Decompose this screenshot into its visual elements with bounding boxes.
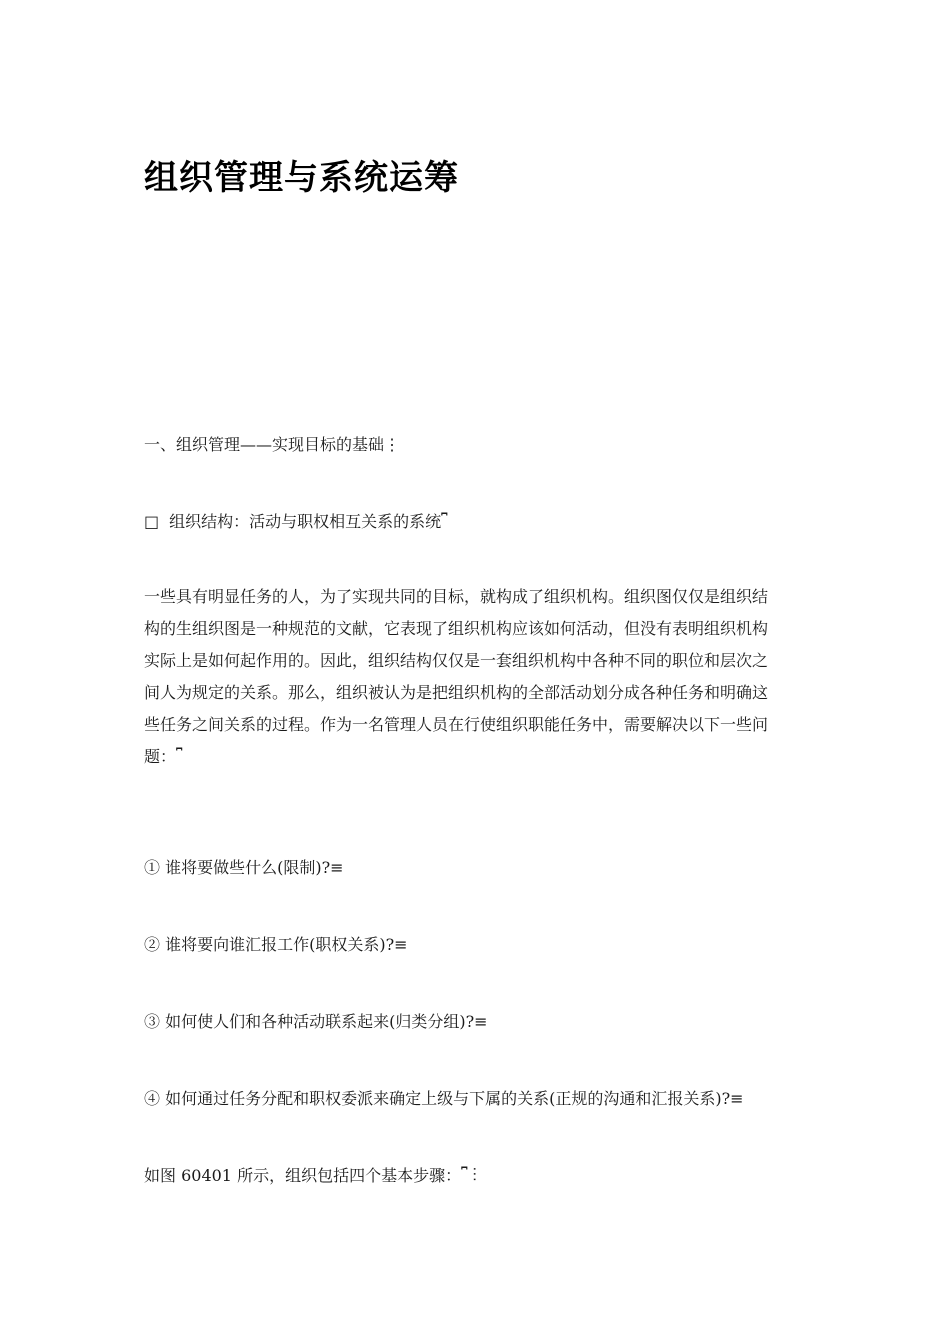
- document-title: 组织管理与系统运筹: [144, 158, 459, 198]
- paragraph-line: 些任务之间关系的过程。作为一名管理人员在行使组织职能任务中，需要解决以下一些问: [144, 715, 769, 734]
- question-item: ① 谁将要做些什么(限制)?≡: [144, 858, 344, 877]
- question-item: ② 谁将要向谁汇报工作(职权关系)?≡: [144, 935, 408, 954]
- question-item: ③ 如何使人们和各种活动联系起来(归类分组)?≡: [144, 1012, 488, 1031]
- question-item: ④ 如何通过任务分配和职权委派来确定上级与下属的关系(正规的沟通和汇报关系)?≡: [144, 1089, 744, 1108]
- checkbox-glyph: □: [144, 512, 160, 531]
- paragraph-line: 构的生组织图是一种规范的文献，它表现了组织机构应该如何活动，但没有表明组织机构: [144, 619, 769, 638]
- paragraph-line: 实际上是如何起作用的。因此，组织结构仅仅是一套组织机构中各种不同的职位和层次之: [144, 651, 769, 670]
- paragraph-line: 题：⎴: [144, 747, 183, 766]
- paragraph-line: 间人为规定的关系。那么，组织被认为是把组织机构的全部活动划分成各种任务和明确这: [144, 683, 769, 702]
- paragraph-line: 一些具有明显任务的人，为了实现共同的目标，就构成了组织机构。组织图仅仅是组织结: [144, 587, 769, 606]
- closing-line: 如图 60401 所示，组织包括四个基本步骤：⎴ ⋮: [144, 1166, 477, 1185]
- body-paragraph: [144, 581, 809, 773]
- section-heading: 一、组织管理——实现目标的基础⋮: [144, 435, 401, 454]
- subheading-line: [144, 509, 448, 532]
- subheading-text: 组织结构：活动与职权相互关系的系统⎴: [169, 512, 448, 531]
